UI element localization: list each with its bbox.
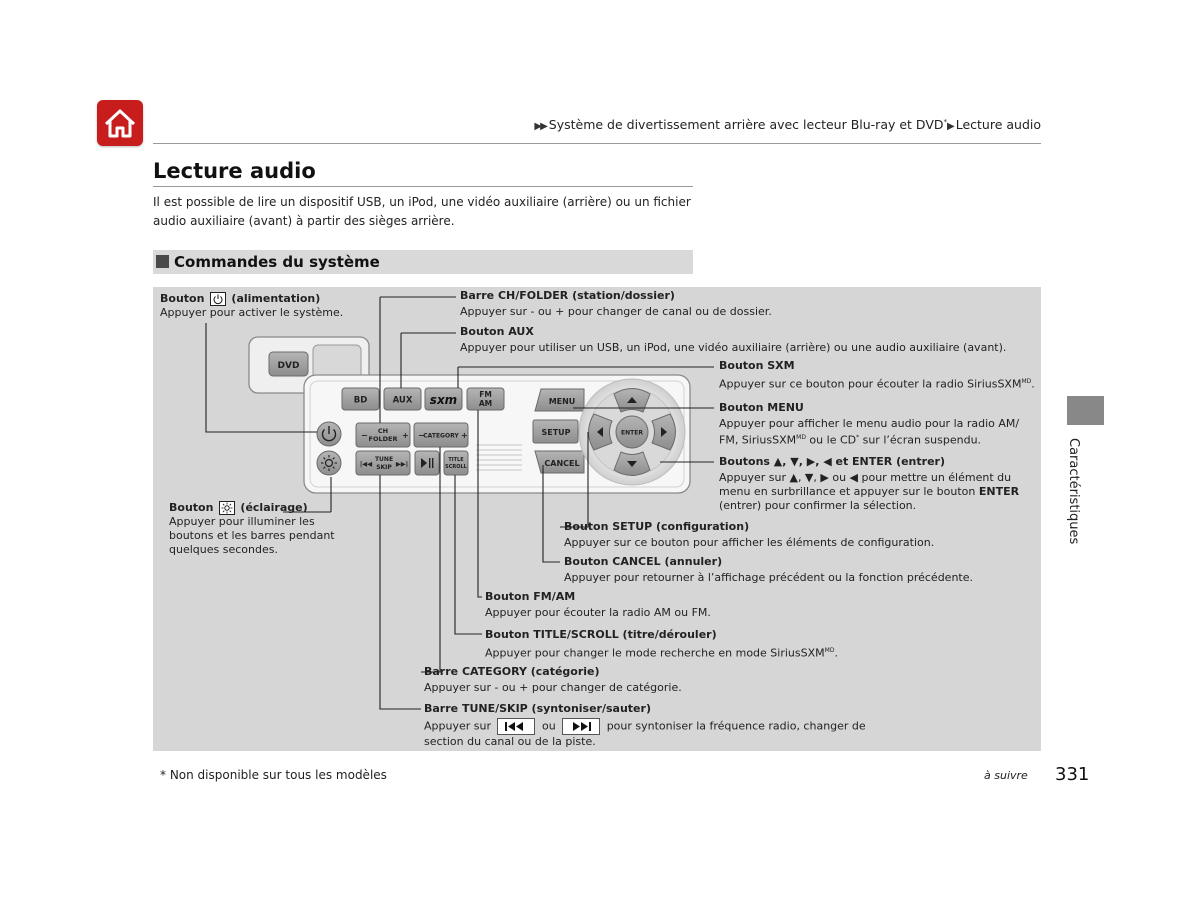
cancel-button[interactable] <box>535 451 584 473</box>
play-pause-button[interactable] <box>415 451 439 475</box>
svg-text:CH: CH <box>377 427 389 435</box>
svg-text:AUX: AUX <box>392 395 413 406</box>
arrows-annotation: Boutons ▲, ▼, ▶, ◀ et ENTER (entrer) Appuyer sur ▲, ▼, ▶ ou ◀ pour mettre un élément du menu en surbrillance et appuyer sur le bouton ENTER (entrer) pour confirmer la sélection. <box>719 455 1020 512</box>
svg-text:CATEGORY: CATEGORY <box>423 432 459 440</box>
section-title: Commandes du système <box>174 253 380 271</box>
svg-text:TITLE: TITLE <box>448 457 464 463</box>
svg-text:FOLDER: FOLDER <box>368 435 398 443</box>
bd-button[interactable] <box>342 388 379 410</box>
svg-text:sxm: sxm <box>429 393 458 407</box>
cancel-annotation: Bouton CANCEL (annuler) Appuyer pour retourner à l’affichage précédent ou la fonction précédente. <box>564 555 973 584</box>
svg-text:CANCEL: CANCEL <box>544 459 580 468</box>
svg-text:SCROLL: SCROLL <box>445 464 467 470</box>
right-button[interactable] <box>652 414 676 450</box>
setup-annotation: Bouton SETUP (configuration) Appuyer sur ce bouton pour afficher les éléments de configuration. <box>564 520 935 549</box>
side-tab[interactable] <box>1067 396 1104 425</box>
side-tab-label: Caractéristiques <box>1066 438 1081 545</box>
ch-folder-annotation: Barre CH/FOLDER (station/dossier) Appuyer sur - ou + pour changer de canal ou de dossier. <box>460 289 772 318</box>
svg-text:+: + <box>461 431 468 440</box>
svg-text:BD: BD <box>353 395 368 406</box>
fm-am-button[interactable] <box>467 388 504 410</box>
svg-text:SETUP: SETUP <box>541 428 571 437</box>
svg-text:|◀◀: |◀◀ <box>359 460 373 468</box>
skip-back-icon <box>497 718 535 735</box>
svg-text:+: + <box>402 431 409 440</box>
breadcrumb[interactable]: ▶▶ Système de divertissement arrière avec lecteur Blu-ray et DVD*▶ Lecture audio <box>534 117 1041 132</box>
page-title: Lecture audio <box>153 159 316 183</box>
svg-text:MENU: MENU <box>548 397 576 406</box>
ch-folder-bar[interactable] <box>356 423 410 447</box>
svg-text:ENTER: ENTER <box>621 429 643 437</box>
power-annotation: Bouton (alimentation) Appuyer pour activer le système. <box>160 292 344 319</box>
svg-text:SKIP: SKIP <box>376 464 392 471</box>
svg-text:DVD: DVD <box>277 361 300 371</box>
breadcrumb-arrow-icon: ▶▶ <box>534 121 546 132</box>
footnote: * Non disponible sur tous les modèles <box>160 768 387 782</box>
sxm-button[interactable] <box>425 388 462 410</box>
power-button[interactable] <box>317 422 341 446</box>
left-button[interactable] <box>589 414 613 450</box>
enter-button[interactable] <box>616 416 648 448</box>
svg-text:TUNE: TUNE <box>374 456 394 463</box>
svg-text:FM: FM <box>479 390 492 399</box>
down-button[interactable] <box>614 452 650 476</box>
tune-skip-annotation: Barre TUNE/SKIP (syntoniser/sauter) Appuyer sur ou pour syntoniser la fréquence radio, changer de section du canal ou de la piste. <box>424 702 866 748</box>
light-annotation: Bouton (éclairage) Appuyer pour illuminer les boutons et les barres pendant quelques secondes. <box>169 501 335 556</box>
title-scroll-button[interactable] <box>444 451 468 475</box>
menu-annotation: Bouton MENU Appuyer pour afficher le menu audio pour la radio AM/ FM, SiriusSXM$^{MD}$ ou le CD* sur l’écran suspendu. <box>719 401 1020 447</box>
sxm-annotation: Bouton SXM Appuyer sur ce bouton pour écouter la radio SiriusSXM$^{MD}$. <box>719 359 1035 391</box>
svg-text:−: − <box>418 431 425 440</box>
page-number: 331 <box>1055 764 1090 785</box>
power-icon <box>210 292 226 306</box>
category-bar[interactable] <box>414 423 468 447</box>
breadcrumb-arrow-icon: ▶ <box>947 121 953 132</box>
continued-label: à suivre <box>984 769 1028 782</box>
light-button[interactable] <box>317 451 341 475</box>
title-scroll-annotation: Bouton TITLE/SCROLL (titre/dérouler) Appuyer pour changer le mode recherche en mode SiriusSXM$^{MD}$. <box>485 628 838 660</box>
dvd-button[interactable] <box>269 352 308 376</box>
svg-text:AM: AM <box>478 399 493 408</box>
aux-annotation: Bouton AUX Appuyer pour utiliser un USB, un iPod, une vidéo auxiliaire (arrière) ou une audio auxiliaire (avant). <box>460 325 1007 354</box>
fm-am-annotation: Bouton FM/AM Appuyer pour écouter la radio AM ou FM. <box>485 590 711 619</box>
intro-text: Il est possible de lire un dispositif USB, un iPod, une vidéo auxiliaire (arrière) ou un fichier audio auxiliaire (avant) à partir des sièges arrière. <box>153 195 691 228</box>
skip-forward-icon <box>562 718 600 735</box>
tune-skip-bar[interactable] <box>356 451 410 475</box>
svg-text:▶▶|: ▶▶| <box>395 460 409 468</box>
light-icon <box>219 501 235 515</box>
setup-button[interactable] <box>533 420 578 443</box>
category-annotation: Barre CATEGORY (catégorie) Appuyer sur - ou + pour changer de catégorie. <box>424 665 682 694</box>
svg-text:−: − <box>361 431 368 440</box>
aux-button[interactable] <box>384 388 421 410</box>
